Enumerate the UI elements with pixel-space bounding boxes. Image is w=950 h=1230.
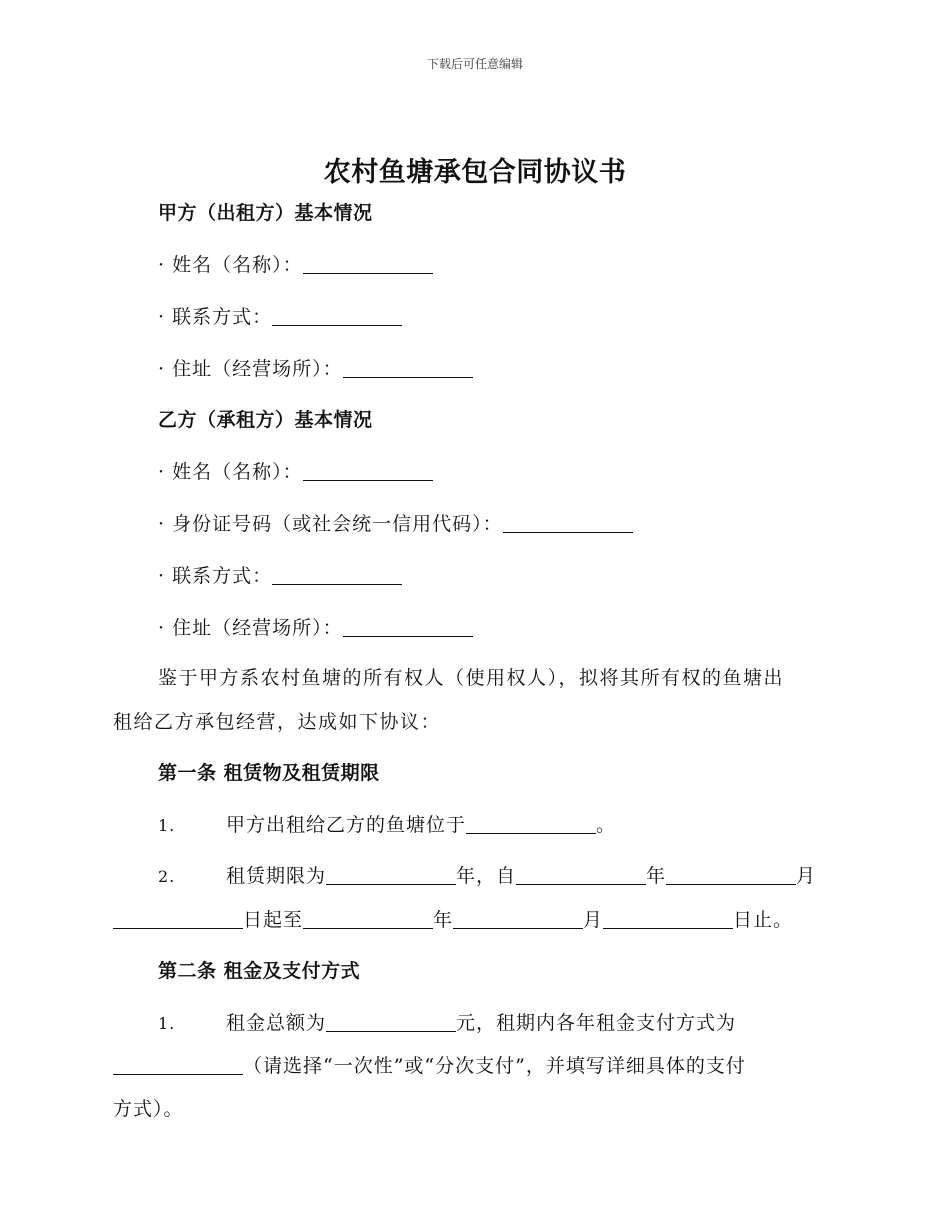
party-a-name-row bbox=[158, 250, 433, 277]
preamble-line-1: 鉴于甲方系农村鱼塘的所有权人（使用权人），拟将其所有权的鱼塘出 bbox=[158, 667, 785, 689]
party-b-heading: 乙方（承租方）基本情况 bbox=[158, 409, 373, 431]
party-a-address-blank[interactable] bbox=[343, 357, 473, 378]
party-a-address-row bbox=[158, 354, 473, 381]
party-b-name-label: · 姓名（名称）： bbox=[158, 461, 303, 483]
article-1-heading: 第一条 租赁物及租赁期限 bbox=[158, 762, 380, 784]
article-2-heading: 第二条 租金及支付方式 bbox=[158, 960, 361, 982]
party-b-address-blank[interactable] bbox=[343, 616, 473, 637]
article-2-item-1-line-3: 方式）。 bbox=[113, 1098, 184, 1120]
start-month-unit: 月 bbox=[796, 865, 817, 887]
end-month-blank[interactable] bbox=[453, 908, 583, 929]
article-1-item-1-number: 1. bbox=[158, 816, 176, 835]
lease-years-blank[interactable] bbox=[326, 864, 456, 885]
end-year-blank[interactable] bbox=[303, 908, 433, 929]
header-note: 下载后可任意编辑 bbox=[426, 57, 523, 71]
article-2-item-1-number: 1. bbox=[158, 1014, 176, 1033]
party-b-address-row bbox=[158, 613, 473, 640]
start-day-unit: 日起至 bbox=[243, 909, 304, 931]
end-day-unit: 日止。 bbox=[733, 909, 794, 931]
party-a-heading: 甲方（出租方）基本情况 bbox=[158, 202, 373, 224]
start-year-unit: 年 bbox=[646, 865, 667, 887]
rent-total-label: 租金总额为 bbox=[226, 1012, 327, 1034]
article-1-item-1-text: 甲方出租给乙方的鱼塘位于 bbox=[226, 814, 467, 836]
party-b-contact-label: · 联系方式： bbox=[158, 565, 273, 587]
party-b-id-blank[interactable] bbox=[503, 512, 633, 533]
lease-term-label: 租赁期限为 bbox=[226, 865, 327, 887]
article-2-item-1-line-2 bbox=[113, 1051, 746, 1078]
party-b-contact-blank[interactable] bbox=[272, 564, 402, 585]
payment-method-blank[interactable] bbox=[113, 1054, 243, 1075]
payment-method-instruction: （请选择“一次性”或“分次支付”，并填写详细具体的支付 bbox=[243, 1055, 746, 1077]
article-1-item-2-line-2 bbox=[113, 905, 793, 932]
start-month-blank[interactable] bbox=[666, 864, 796, 885]
party-b-contact-row bbox=[158, 561, 402, 588]
party-a-contact-blank[interactable] bbox=[272, 305, 402, 326]
party-a-address-label: · 住址（经营场所）： bbox=[158, 358, 343, 380]
fishpond-location-blank[interactable] bbox=[466, 813, 596, 834]
rent-payment-label: 元，租期内各年租金支付方式为 bbox=[456, 1012, 737, 1034]
article-2-item-1-line-1 bbox=[158, 1008, 736, 1035]
preamble-line-2: 租给乙方承包经营，达成如下协议： bbox=[113, 711, 442, 733]
lease-from-label: 年，自 bbox=[456, 865, 517, 887]
party-a-contact-label: · 联系方式： bbox=[158, 306, 273, 328]
party-a-name-label: · 姓名（名称）： bbox=[158, 254, 303, 276]
article-1-item-1 bbox=[158, 810, 616, 837]
party-b-name-row bbox=[158, 457, 433, 484]
start-year-blank[interactable] bbox=[516, 864, 646, 885]
start-day-blank[interactable] bbox=[113, 908, 243, 929]
party-a-contact-row bbox=[158, 302, 402, 329]
party-b-address-label: · 住址（经营场所）： bbox=[158, 617, 343, 639]
end-year-unit: 年 bbox=[433, 909, 454, 931]
article-1-item-2-line-1 bbox=[158, 861, 816, 888]
end-month-unit: 月 bbox=[583, 909, 604, 931]
party-b-name-blank[interactable] bbox=[303, 460, 433, 481]
article-1-item-1-end: 。 bbox=[596, 814, 617, 836]
article-1-item-2-number: 2. bbox=[158, 867, 176, 886]
party-a-name-blank[interactable] bbox=[303, 253, 433, 274]
rent-total-blank[interactable] bbox=[326, 1011, 456, 1032]
end-day-blank[interactable] bbox=[603, 908, 733, 929]
document-title: 农村鱼塘承包合同协议书 bbox=[323, 157, 627, 188]
party-b-id-row bbox=[158, 509, 633, 536]
party-b-id-label: · 身份证号码（或社会统一信用代码）： bbox=[158, 513, 503, 535]
